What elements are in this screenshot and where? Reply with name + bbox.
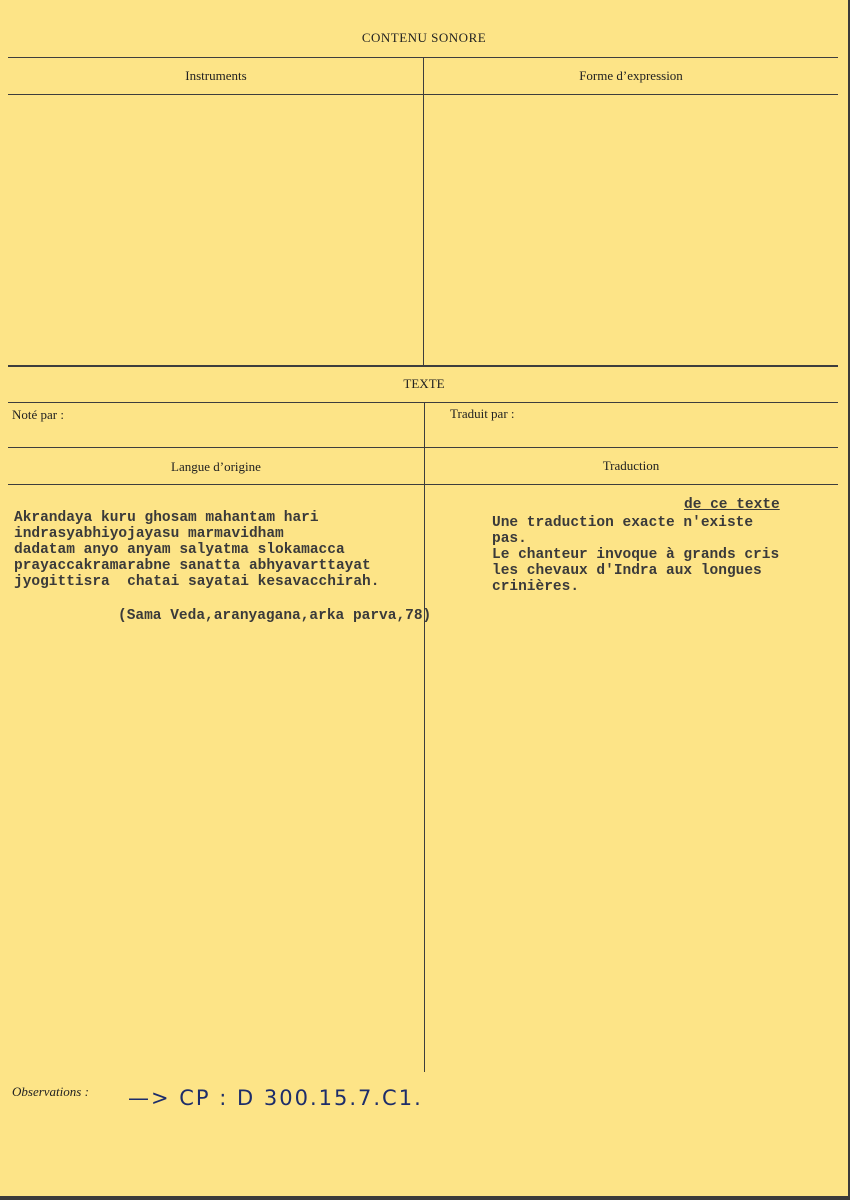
- column-header-instruments: Instruments: [185, 68, 247, 83]
- divider: [8, 365, 838, 367]
- column-divider: [423, 57, 424, 365]
- original-line: Akrandaya kuru ghosam mahantam hari: [14, 510, 319, 526]
- column-header-langue-origine: Langue d’origine: [171, 459, 261, 474]
- divider: [8, 447, 838, 448]
- original-line: indrasyabhiyojayasu marmavidham: [14, 526, 284, 542]
- column-header-traduction: Traduction: [602, 458, 660, 473]
- section-title-texte: TEXTE: [403, 376, 445, 391]
- column-header-forme-expression: Forme d’expression: [579, 68, 683, 83]
- original-line: prayaccakramarabne sanatta abhyavarttayat: [14, 558, 371, 574]
- observations-label: Observations :: [12, 1084, 89, 1099]
- original-text-block: [14, 510, 379, 590]
- column-divider: [424, 402, 425, 1072]
- original-line: jyogittisra chatai sayatai kesavacchirah.: [14, 574, 380, 590]
- translation-text-block: [492, 515, 779, 595]
- translation-line: Une traduction exacte n'existe: [492, 515, 754, 531]
- translation-line: pas.: [492, 531, 527, 547]
- traduit-par-label: Traduit par :: [450, 406, 515, 421]
- divider: [8, 484, 838, 485]
- translation-line: les chevaux d'Indra aux longues: [492, 563, 762, 579]
- observations-handwritten-reference: —> CP : D 300.15.7.C1.: [128, 1086, 423, 1110]
- translation-line: Le chanteur invoque à grands cris: [492, 547, 780, 563]
- original-source-citation: (Sama Veda,aranyagana,arka parva,78): [118, 608, 432, 624]
- section-title-contenu-sonore: CONTENU SONORE: [361, 30, 487, 45]
- translation-insert: de ce texte: [684, 497, 780, 513]
- note-par-label: Noté par :: [12, 407, 64, 422]
- divider: [8, 402, 838, 403]
- original-line: dadatam anyo anyam salyatma slokamacca: [14, 542, 345, 558]
- translation-line: crinières.: [492, 579, 580, 595]
